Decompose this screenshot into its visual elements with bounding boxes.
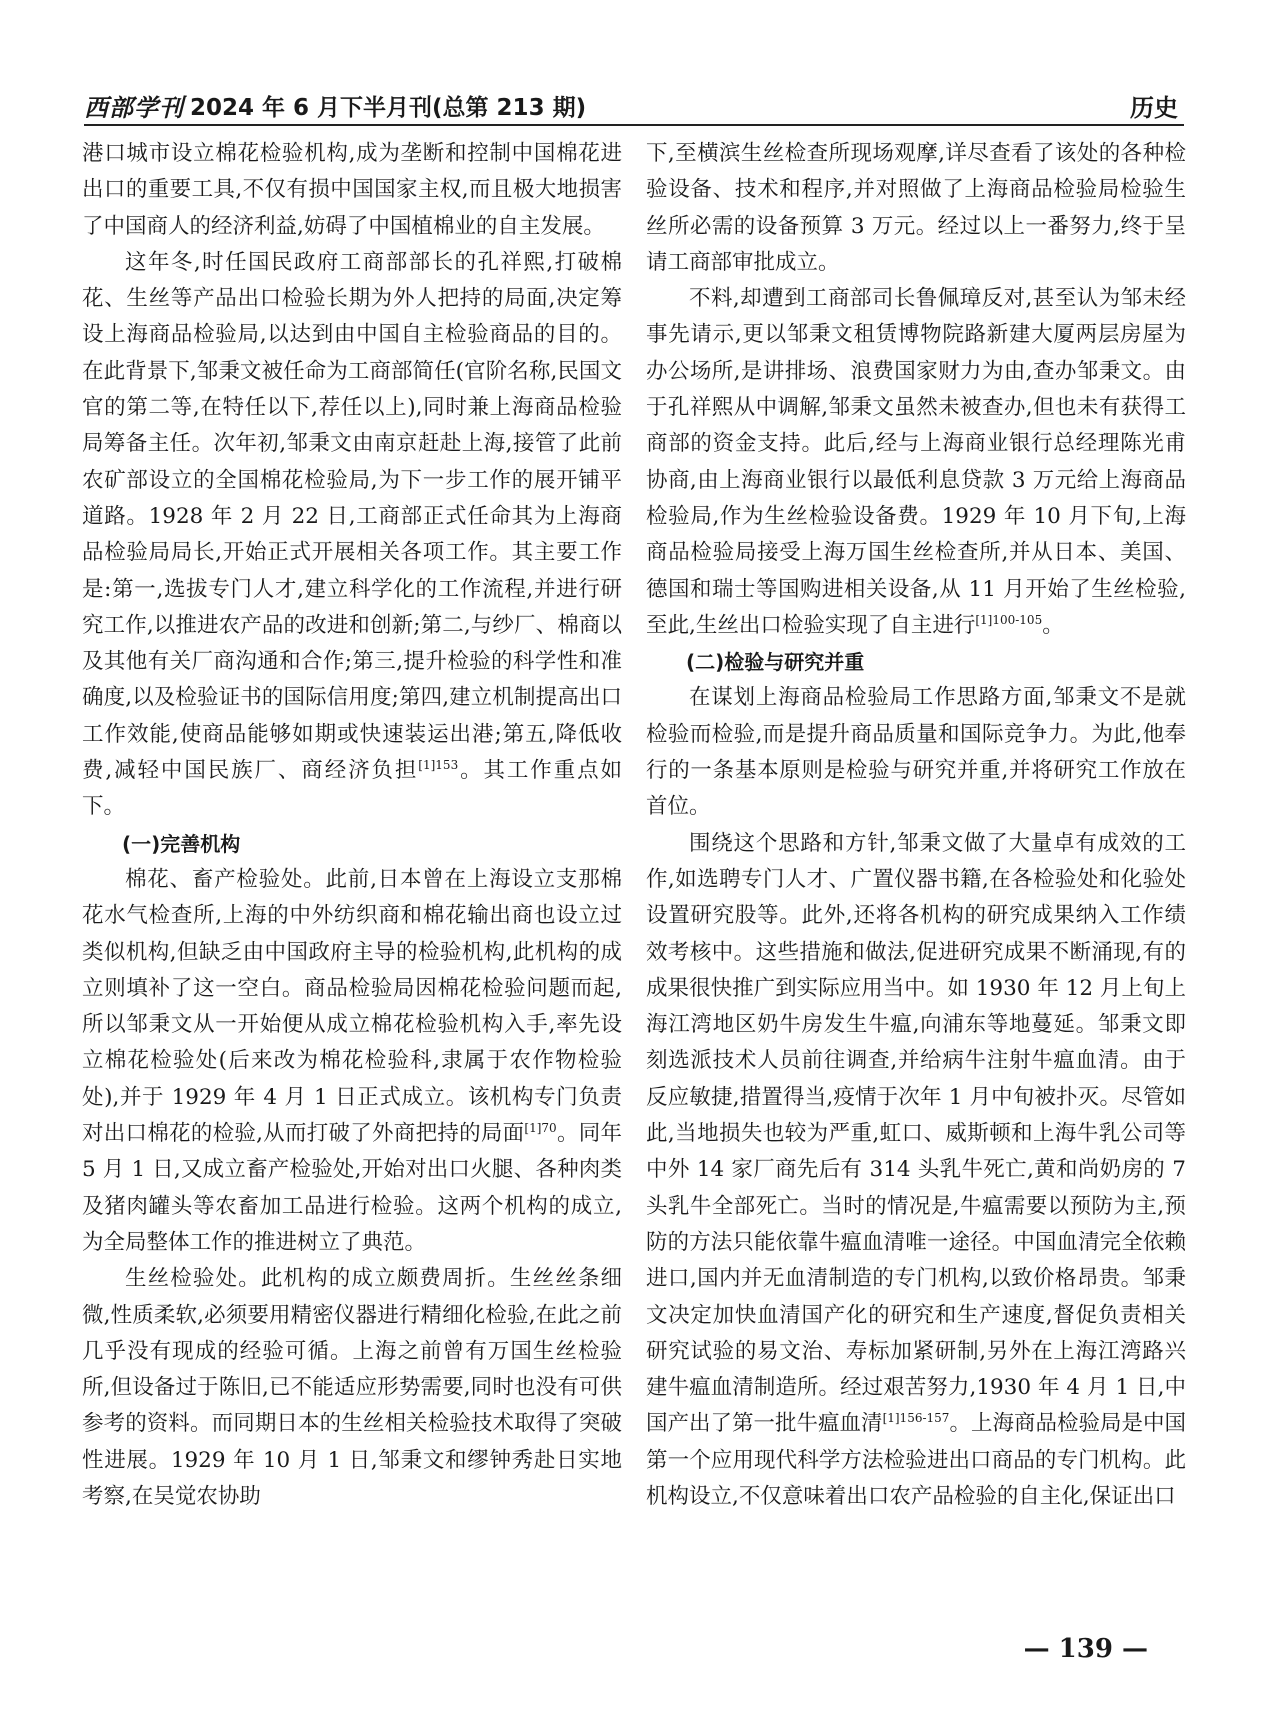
paragraph [82, 1261, 622, 1515]
paragraph-text-after: 。同年 5 月 1 日,又成立畜产检验处,开始对出口火腿、各种肉类及猪肉罐头等农畜加工品进行检验。这两个机构的成立,为全局整体工作的推进树立了典范。 [82, 1121, 622, 1255]
paragraph [646, 281, 1186, 644]
paragraph-text-after: 。 [1042, 612, 1064, 638]
paragraph [646, 680, 1186, 825]
section-heading [646, 644, 1186, 680]
paragraph-text: 围绕这个思路和方针,邹秉文做了大量卓有成效的工作,如选聘专门人才、广置仪器书籍,在各检验处和化验处设置研究股等。此外,还将各机构的研究成果纳入工作绩效考核中。这些措施和做法,促进研究成果不断涌现,有的成果很快推广到实际应用当中。如 1930 年 12 月上旬上海江湾地区奶牛房发生牛瘟,向浦东等地蔓延。邹秉文即刻选派技术人员前往调查,并给病牛注射牛瘟血清。由于反应敏捷,措置得当,疫情于次年 1 月中旬被扑灭。尽管如此,当地损失也较为严重,虹口、威斯顿和上海牛乳公司等中外 14 家厂商先后有 314 头乳牛死亡,黄和尚奶房的 7 头乳牛全部死亡。当时的情况是,牛瘟需要以预防为主,预防的方法只能依靠牛瘟血清唯一途径。中国血清完全依赖进口,国内并无血清制造的专门机构,以致价格昂贵。邹秉文决定加快血清国产化的研究和生产速度,督促负责相关研究试验的易文治、寿标加紧研制,另外在上海江湾路兴建牛瘟血清制造所。经过艰苦努力,1930 年 4 月 1 日,中国产出了第一批牛瘟血清 [646, 830, 1186, 1437]
paragraph-text: 生丝检验处。此机构的成立颇费周折。生丝丝条细微,性质柔软,必须要用精密仪器进行精细化检验,在此之前几乎没有现成的经验可循。上海之前曾有万国生丝检验所,但设备过于陈旧,已不能适应形势需要,同时也没有可供参考的资料。而同期日本的生丝相关检验技术取得了突破性进展。1929 年 10 月 1 日,邹秉文和缪钟秀赴日实地考察,在吴觉农协助 [82, 1266, 622, 1509]
paragraph-text: 下,至横滨生丝检查所现场观摩,详尽查看了该处的各种检验设备、技术和程序,并对照做了上海商品检验局检验生丝所必需的设备预算 3 万元。经过以上一番努力,终于呈请工商部审批成立。 [646, 141, 1186, 275]
left-column [82, 136, 622, 1636]
citation-ref: [1]70 [524, 1120, 557, 1135]
paragraph-text: 在谋划上海商品检验局工作思路方面,邹秉文不是就检验而检验,而是提升商品质量和国际竞争力。为此,他奉行的一条基本原则是检验与研究并重,并将研究工作放在首位。 [646, 685, 1186, 820]
issue-info: 2024 年 6 月下半月刊(总第 213 期) [190, 95, 587, 121]
section-label: 历史 [1130, 94, 1178, 122]
right-column [646, 136, 1186, 1636]
page-number: — 139 — [1023, 1634, 1148, 1664]
paragraph-text: (二)检验与研究并重 [686, 650, 865, 675]
paragraph-continued [646, 136, 1186, 281]
paragraph [82, 245, 622, 826]
paragraph-text: 这年冬,时任国民政府工商部部长的孔祥熙,打破棉花、生丝等产品出口检验长期为外人把持的局面,决定筹设上海商品检验局,以达到由中国自主检验商品的目的。在此背景下,邹秉文被任命为工商部简任(官阶名称,民国文官的第二等,在特任以下,荐任以上),同时兼上海商品检验局筹备主任。次年初,邹秉文由南京赶赴上海,接管了此前农矿部设立的全国棉花检验局,为下一步工作的展开铺平道路。1928 年 2 月 22 日,工商部正式任命其为上海商品检验局局长,开始正式开展相关各项工作。其主要工作是:第一,选拔专门人才,建立科学化的工作流程,并进行研究工作,以推进农产品的改进和创新;第二,与纱厂、棉商以及其他有关厂商沟通和合作;第三,提升检验的科学性和准确度,以及检验证书的国际信用度;第四,建立机制提高出口工作效能,使商品能够如期或快速装运出港;第五,降低收费,减轻中国民族厂、商经济负担 [82, 249, 622, 784]
paragraph-text: 港口城市设立棉花检验机构,成为垄断和控制中国棉花进出口的重要工具,不仅有损中国国家主权,而且极大地损害了中国商人的经济利益,妨碍了中国植棉业的自主发展。 [82, 141, 622, 239]
paragraph-text-after: 。其工作重点如下。 [82, 758, 622, 820]
paragraph [82, 862, 622, 1261]
paragraph-continued [82, 136, 622, 245]
section-heading [82, 826, 622, 862]
paragraph-text: (一)完善机构 [122, 831, 241, 856]
paragraph-text: 不料,却遭到工商部司长鲁佩璋反对,甚至认为邹未经事先请示,更以邹秉文租赁博物院路新建大厦两层房屋为办公场所,是讲排场、浪费国家财力为由,查办邹秉文。由于孔祥熙从中调解,邹秉文虽然未被查办,但也未有获得工商部的资金支持。此后,经与上海商业银行总经理陈光甫协商,由上海商业银行以最低利息贷款 3 万元给上海商品检验局,作为生丝检验设备费。1929 年 10 月下旬,上海商品检验局接受上海万国生丝检查所,并从日本、美国、德国和瑞士等国购进相关设备,从 11 月开始了生丝检验,至此,生丝出口检验实现了自主进行 [646, 286, 1186, 638]
paragraph-text: 棉花、畜产检验处。此前,日本曾在上海设立支那棉花水气检查所,上海的中外纺织商和棉花输出商也设立过类似机构,但缺乏由中国政府主导的检验机构,此机构的成立则填补了这一空白。商品检验局因棉花检验问题而起,所以邹秉文从一开始便从成立棉花检验机构入手,率先设立棉花检验处(后来改为棉花检验科,隶属于农作物检验处),并于 1929 年 4 月 1 日正式成立。该机构专门负责对出口棉花的检验,从而打破了外商把持的局面 [82, 866, 622, 1147]
paragraph [646, 826, 1186, 1516]
citation-ref: [1]100-105 [975, 612, 1043, 627]
citation-ref: [1]156-157 [882, 1411, 950, 1426]
page-header [84, 86, 1184, 126]
journal-logo: 西部学刊 [84, 93, 184, 122]
paragraph-text-after: 。上海商品检验局是中国第一个应用现代科学方法检验进出口商品的专门机构。此机构设立,不仅意味着出口农产品检验的自主化,保证出口 [646, 1411, 1186, 1509]
citation-ref: [1]153 [418, 757, 459, 772]
